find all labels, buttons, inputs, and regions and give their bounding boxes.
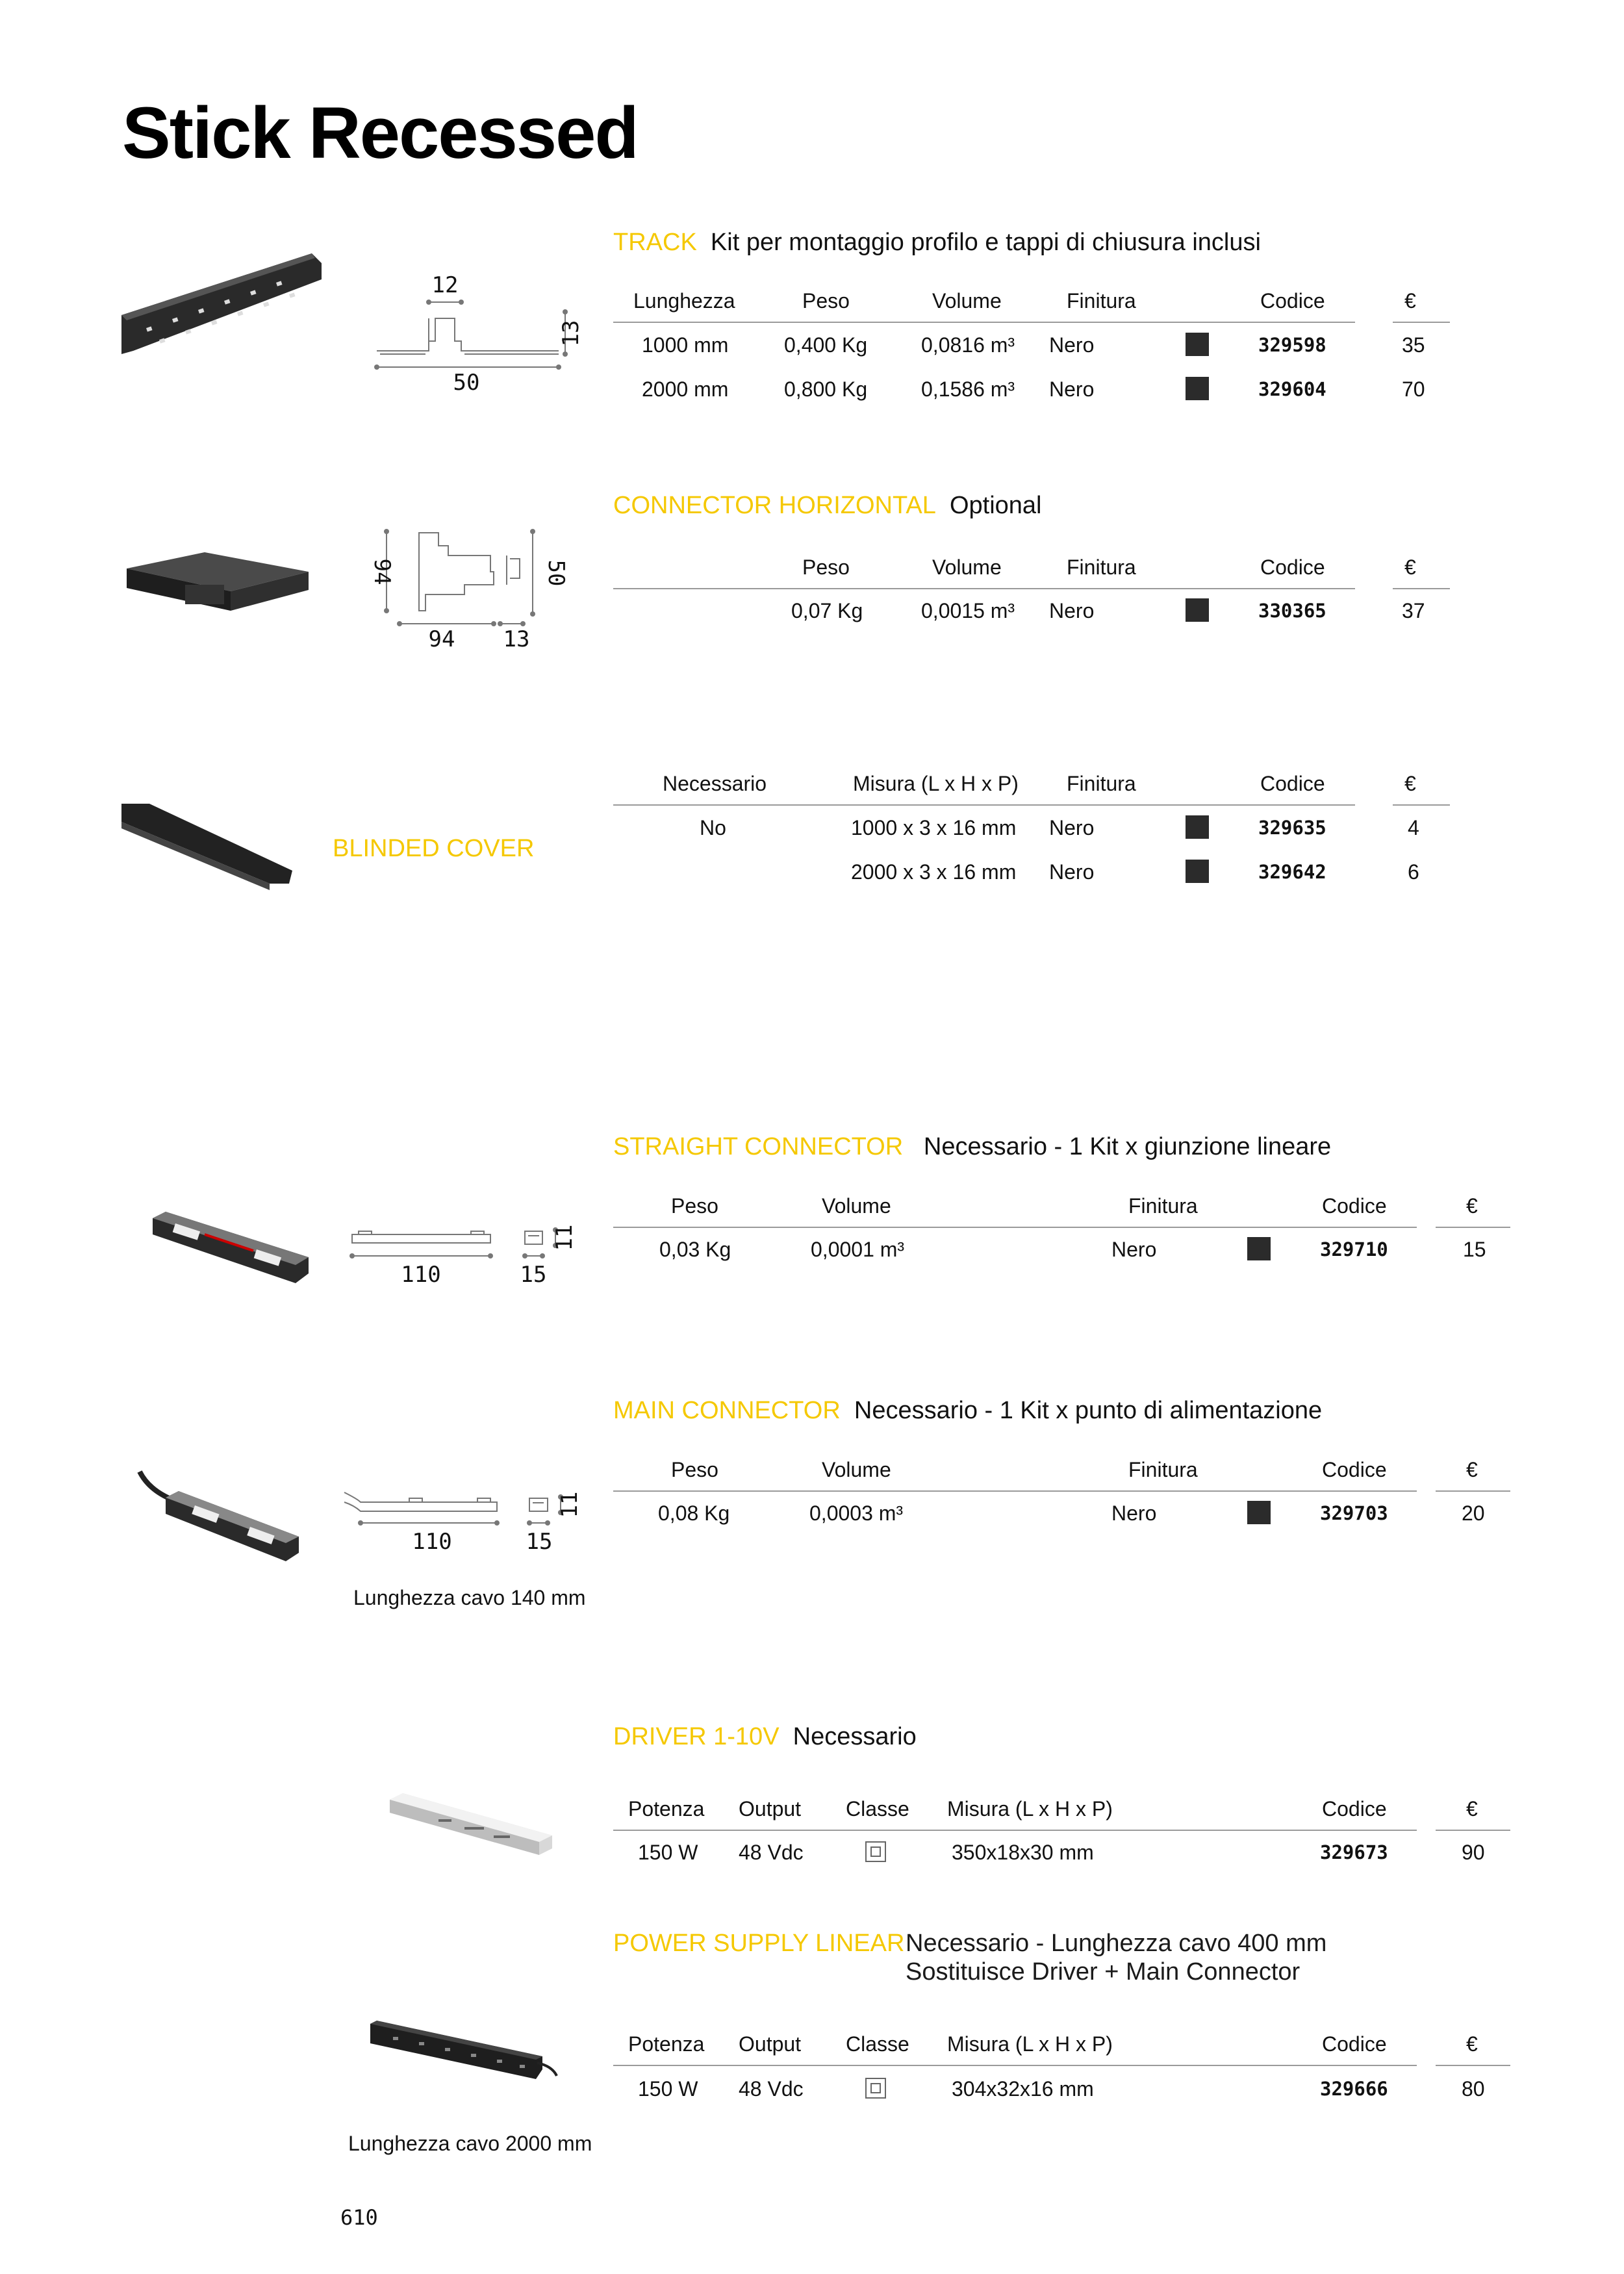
straight-connector-dimension-drawing [344,1218,591,1296]
bc-row-1-code: 329635 [1258,817,1326,839]
ch-dim-bottom-b: 13 [503,626,530,652]
drv-header-price: € [1466,1797,1478,1820]
connector-horizontal-name: CONNECTOR HORIZONTAL [613,492,936,519]
bc-row-1-price: 4 [1408,816,1419,839]
ch-dim-right: 50 [543,559,569,587]
drv-header-size: Misura (L x H x P) [947,1797,1113,1820]
sc-row-1-finish: Nero [1111,1238,1157,1261]
connector-horizontal-desc: Optional [949,492,1042,519]
track-name: TRACK [613,229,697,256]
track-header-finish: Finitura [1067,289,1136,313]
straight-connector-name: STRAIGHT CONNECTOR [613,1133,904,1160]
track-row-1-weight: 0,400 Kg [784,333,868,357]
sc-row-1-volume: 0,0001 m³ [811,1238,905,1261]
ch-dim-bottom-a: 94 [428,626,455,652]
bc-row-2-color-swatch [1186,860,1209,883]
power-supply-heading [613,1930,904,1958]
ps-row-1-code: 329666 [1320,2078,1388,2100]
ch-header-finish: Finitura [1067,556,1136,579]
drv-row-1-code: 329673 [1320,1841,1388,1863]
sc-row-1-weight: 0,03 Kg [659,1238,731,1261]
mc-row-1-volume: 0,0003 m³ [809,1501,904,1525]
track-row-1-code: 329598 [1258,334,1326,356]
track-dim-side: 13 [558,320,584,347]
ch-row-1-price: 37 [1402,599,1425,622]
ch-row-1-weight: 0,07 Kg [791,599,863,622]
bc-header-size: Misura (L x H x P) [853,772,1019,795]
blinded-cover-product-image [120,802,296,897]
sc-dim-width: 15 [520,1262,547,1288]
bc-row-1-required: No [700,816,726,839]
straight-connector-heading [613,1133,1331,1161]
drv-row-1-class-ii-icon [865,1841,886,1862]
bc-header-finish: Finitura [1067,772,1136,795]
mc-row-1-color-swatch [1247,1501,1271,1524]
sc-rule [613,1227,1417,1228]
track-row-2-code: 329604 [1258,378,1326,400]
track-row-1-finish: Nero [1049,333,1095,357]
driver-heading [613,1723,917,1751]
track-dimension-drawing [370,270,598,400]
ch-header-volume: Volume [932,556,1002,579]
track-heading [613,229,1261,257]
ch-header-price: € [1404,556,1416,579]
ps-rule-price [1436,2065,1510,2066]
main-connector-caption: Lunghezza cavo 140 mm [353,1586,586,1609]
track-row-2-price: 70 [1402,377,1425,401]
sc-header-finish: Finitura [1128,1194,1198,1218]
mc-rule-price [1436,1490,1510,1492]
mc-header-price: € [1466,1458,1478,1481]
track-desc: Kit per montaggio profilo e tappi di chiusura inclusi [710,229,1261,256]
track-header-code: Codice [1260,289,1325,313]
drv-row-1-output: 48 Vdc [739,1841,804,1864]
driver-name: DRIVER 1-10V [613,1723,780,1750]
bc-rule-price [1393,804,1450,806]
ps-row-1-power: 150 W [638,2077,698,2101]
ps-header-code: Codice [1322,2032,1387,2056]
track-row-2-color-swatch [1186,377,1209,400]
connector-horizontal-dimension-drawing [361,520,581,656]
ch-header-weight: Peso [802,556,850,579]
track-dim-bottom: 50 [453,370,480,396]
drv-header-output: Output [739,1797,802,1820]
sc-row-1-price: 15 [1463,1238,1486,1261]
power-supply-desc-1: Necessario - Lunghezza cavo 400 mm [906,1930,1327,1957]
main-connector-product-image [136,1465,305,1569]
ch-row-1-color-swatch [1186,598,1209,622]
driver-product-image [387,1790,555,1861]
track-row-1-price: 35 [1402,333,1425,357]
sc-header-volume: Volume [822,1194,891,1218]
driver-desc: Necessario [793,1723,917,1750]
ch-rule-price [1393,588,1450,589]
track-header-price: € [1404,289,1416,313]
track-row-1-length: 1000 mm [642,333,729,357]
mc-row-1-price: 20 [1462,1501,1485,1525]
sc-header-code: Codice [1322,1194,1387,1218]
mc-header-code: Codice [1322,1458,1387,1481]
track-header-weight: Peso [802,289,850,313]
ch-dim-left: 94 [369,558,395,585]
main-connector-desc: Necessario - 1 Kit x punto di alimentazione [854,1397,1323,1424]
bc-row-2-finish: Nero [1049,860,1095,884]
bc-row-2-code: 329642 [1258,861,1326,883]
mc-header-weight: Peso [671,1458,718,1481]
ps-header-class: Classe [846,2032,909,2056]
mc-header-volume: Volume [822,1458,891,1481]
track-row-1-volume: 0,0816 m³ [921,333,1015,357]
ps-header-price: € [1466,2032,1478,2056]
ch-row-1-finish: Nero [1049,599,1095,622]
track-row-1-color-swatch [1186,333,1209,356]
track-dim-top: 12 [431,272,459,298]
sc-dim-height: 11 [552,1224,577,1251]
track-row-2-finish: Nero [1049,377,1095,401]
bc-row-1-size: 1000 x 3 x 16 mm [851,816,1017,839]
drv-header-power: Potenza [628,1797,705,1820]
ch-row-1-volume: 0,0015 m³ [921,599,1015,622]
power-supply-name: POWER SUPPLY LINEAR [613,1930,905,1957]
ps-header-size: Misura (L x H x P) [947,2032,1113,2056]
ps-row-1-class-ii-icon [865,2078,886,2099]
sc-rule-price [1436,1227,1510,1228]
page-title: Stick Recessed [122,92,638,173]
page-number: 610 [340,2205,378,2230]
track-row-2-weight: 0,800 Kg [784,377,868,401]
mc-row-1-finish: Nero [1111,1501,1157,1525]
straight-connector-product-image [146,1205,315,1290]
ps-row-1-price: 80 [1462,2077,1485,2101]
mc-row-1-code: 329703 [1320,1502,1388,1524]
bc-header-code: Codice [1260,772,1325,795]
bc-row-2-price: 6 [1408,860,1419,884]
main-connector-name: MAIN CONNECTOR [613,1397,841,1424]
connector-horizontal-heading [613,492,1042,520]
mc-rule [613,1490,1417,1492]
track-rule-price [1393,322,1450,323]
straight-connector-desc: Necessario - 1 Kit x giunzione lineare [923,1133,1332,1160]
ch-header-code: Codice [1260,556,1325,579]
power-supply-caption: Lunghezza cavo 2000 mm [348,2132,592,2155]
ch-row-1-code: 330365 [1258,600,1326,622]
track-header-length: Lunghezza [633,289,735,313]
track-header-volume: Volume [932,289,1002,313]
mc-dim-height: 11 [557,1491,583,1518]
sc-row-1-color-swatch [1247,1237,1271,1260]
ps-header-output: Output [739,2032,802,2056]
sc-header-price: € [1466,1194,1478,1218]
track-product-image [120,244,322,364]
sc-header-weight: Peso [671,1194,718,1218]
blinded-cover-name: BLINDED COVER [333,835,535,862]
ch-rule [613,588,1355,589]
connector-horizontal-product-image [120,539,315,630]
ps-header-power: Potenza [628,2032,705,2056]
sc-dim-length: 110 [401,1262,441,1288]
ps-row-1-size: 304x32x16 mm [952,2077,1094,2101]
bc-row-2-size: 2000 x 3 x 16 mm [851,860,1017,884]
power-supply-desc-2: Sostituisce Driver + Main Connector [906,1958,1300,1986]
mc-dim-length: 110 [412,1529,452,1555]
bc-row-1-color-swatch [1186,815,1209,839]
bc-rule [613,804,1355,806]
sc-row-1-code: 329710 [1320,1238,1388,1260]
drv-row-1-size: 350x18x30 mm [952,1841,1094,1864]
drv-row-1-price: 90 [1462,1841,1485,1864]
bc-row-1-finish: Nero [1049,816,1095,839]
drv-rule [613,1830,1417,1831]
bc-header-price: € [1404,772,1416,795]
mc-header-finish: Finitura [1128,1458,1198,1481]
bc-header-required: Necessario [663,772,767,795]
drv-header-code: Codice [1322,1797,1387,1820]
mc-dim-width: 15 [526,1529,553,1555]
power-supply-product-image [367,2017,559,2095]
mc-row-1-weight: 0,08 Kg [658,1501,730,1525]
track-rule [613,322,1355,323]
ps-rule [613,2065,1417,2066]
drv-row-1-power: 150 W [638,1841,698,1864]
main-connector-heading [613,1397,1322,1425]
track-row-2-volume: 0,1586 m³ [921,377,1015,401]
ps-row-1-output: 48 Vdc [739,2077,804,2101]
main-connector-dimension-drawing [341,1483,594,1561]
track-row-2-length: 2000 mm [642,377,729,401]
drv-header-class: Classe [846,1797,909,1820]
drv-rule-price [1436,1830,1510,1831]
